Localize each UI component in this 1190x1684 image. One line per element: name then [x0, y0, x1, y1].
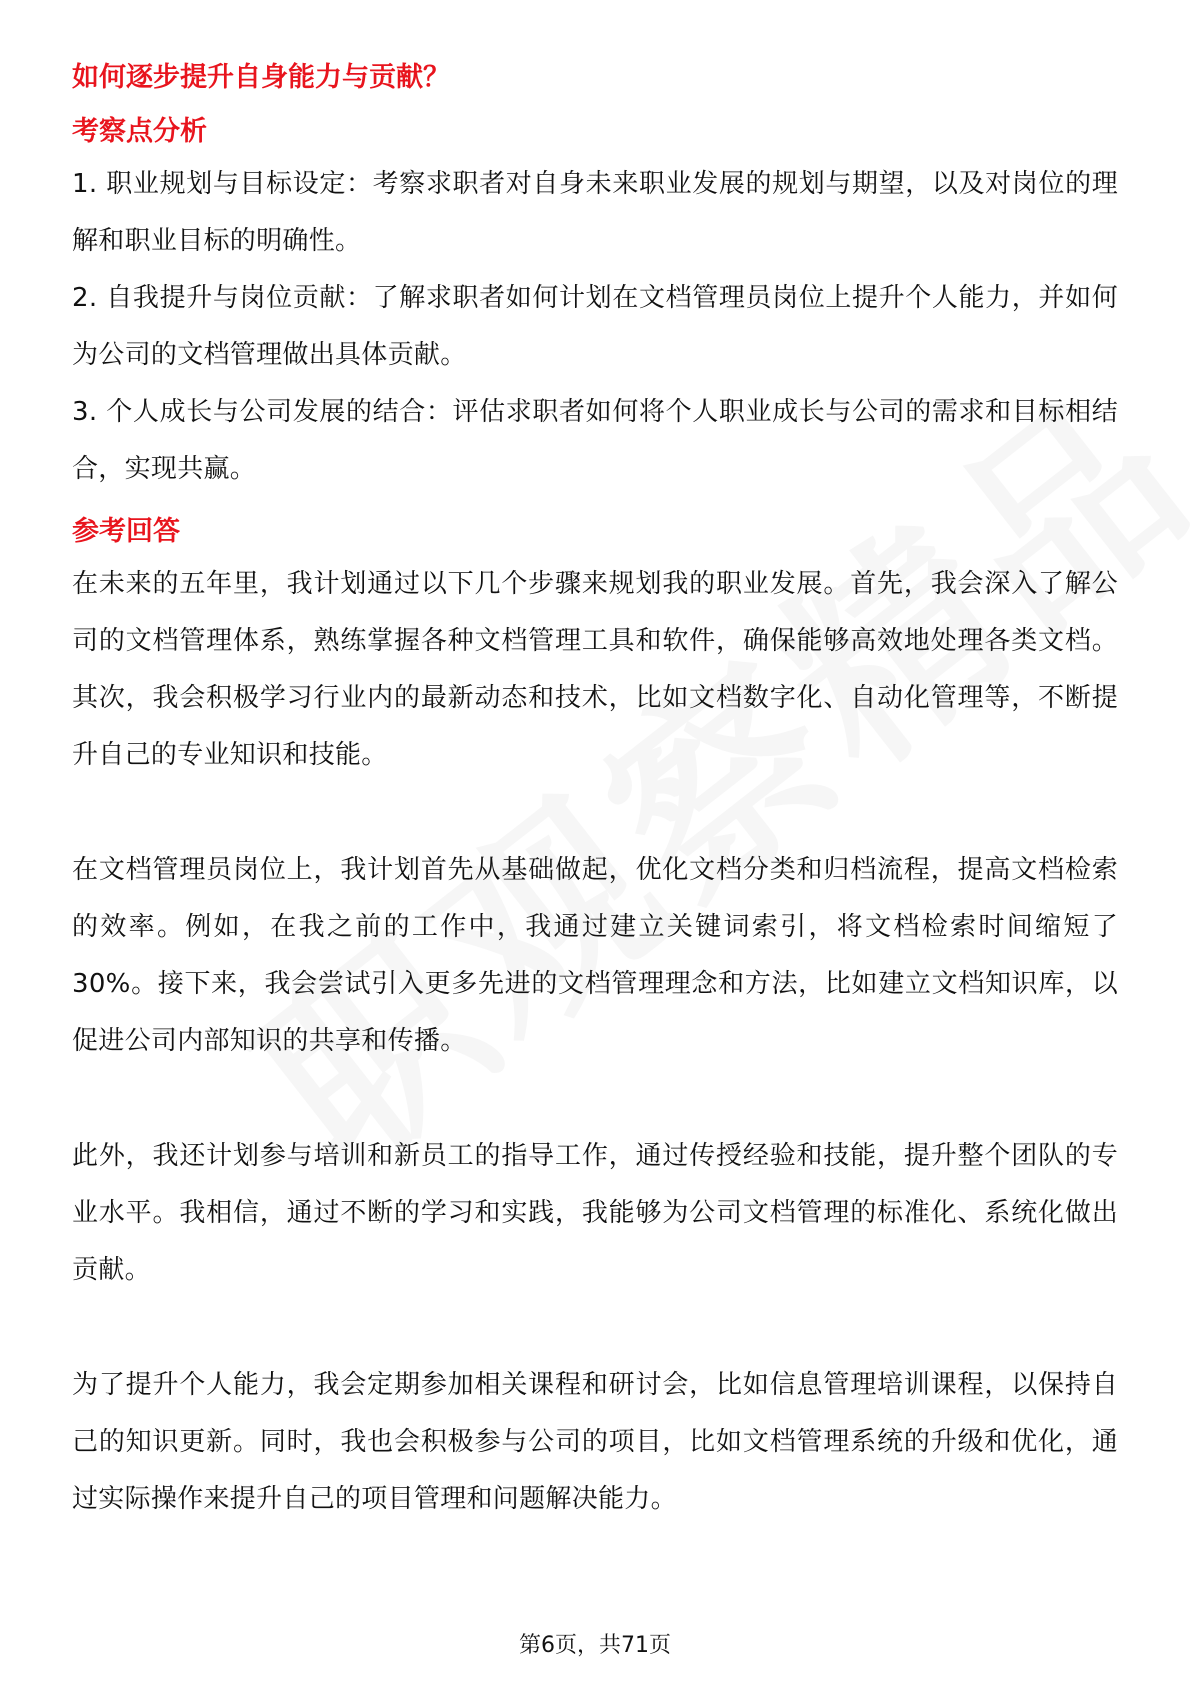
answer-paragraph: 此外，我还计划参与培训和新员工的指导工作，通过传授经验和技能，提升整个团队的专业水平。我相信，通过不断的学习和实践，我能够为公司文档管理的标准化、系统化做出贡献。 [72, 1141, 1118, 1285]
document-content [72, 58, 1118, 1528]
analysis-point: 2. 自我提升与岗位贡献：了解求职者如何计划在文档管理员岗位上提升个人能力，并如何为公司的文档管理做出具体贡献。 [72, 283, 1118, 370]
analysis-heading: 考察点分析 [72, 116, 207, 147]
answer-body [72, 556, 1118, 1528]
page-number-footer: 第6页，共71页 [519, 1633, 671, 1658]
answer-paragraph: 在未来的五年里，我计划通过以下几个步骤来规划我的职业发展。首先，我会深入了解公司的文档管理体系，熟练掌握各种文档管理工具和软件，确保能够高效地处理各类文档。其次，我会积极学习行业内的最新动态和技术，比如文档数字化、自动化管理等，不断提升自己的专业知识和技能。 [72, 569, 1118, 770]
question-title: 如何逐步提升自身能力与贡献？ [72, 62, 450, 93]
answer-paragraph: 为了提升个人能力，我会定期参加相关课程和研讨会，比如信息管理培训课程，以保持自己的知识更新。同时，我也会积极参与公司的项目，比如文档管理系统的升级和优化，通过实际操作来提升自己的项目管理和问题解决能力。 [72, 1370, 1118, 1514]
analysis-point: 3. 个人成长与公司发展的结合：评估求职者如何将个人职业成长与公司的需求和目标相结合，实现共赢。 [72, 397, 1118, 484]
analysis-point: 1. 职业规划与目标设定：考察求职者对自身未来职业发展的规划与期望，以及对岗位的理解和职业目标的明确性。 [72, 169, 1118, 256]
analysis-list [72, 156, 1118, 498]
answer-heading: 参考回答 [72, 516, 180, 547]
answer-paragraph: 在文档管理员岗位上，我计划首先从基础做起，优化文档分类和归档流程，提高文档检索的效率。例如，在我之前的工作中，我通过建立关键词索引，将文档检索时间缩短了30%。接下来，我会尝试引入更多先进的文档管理理念和方法，比如建立文档知识库，以促进公司内部知识的共享和传播。 [72, 855, 1118, 1056]
